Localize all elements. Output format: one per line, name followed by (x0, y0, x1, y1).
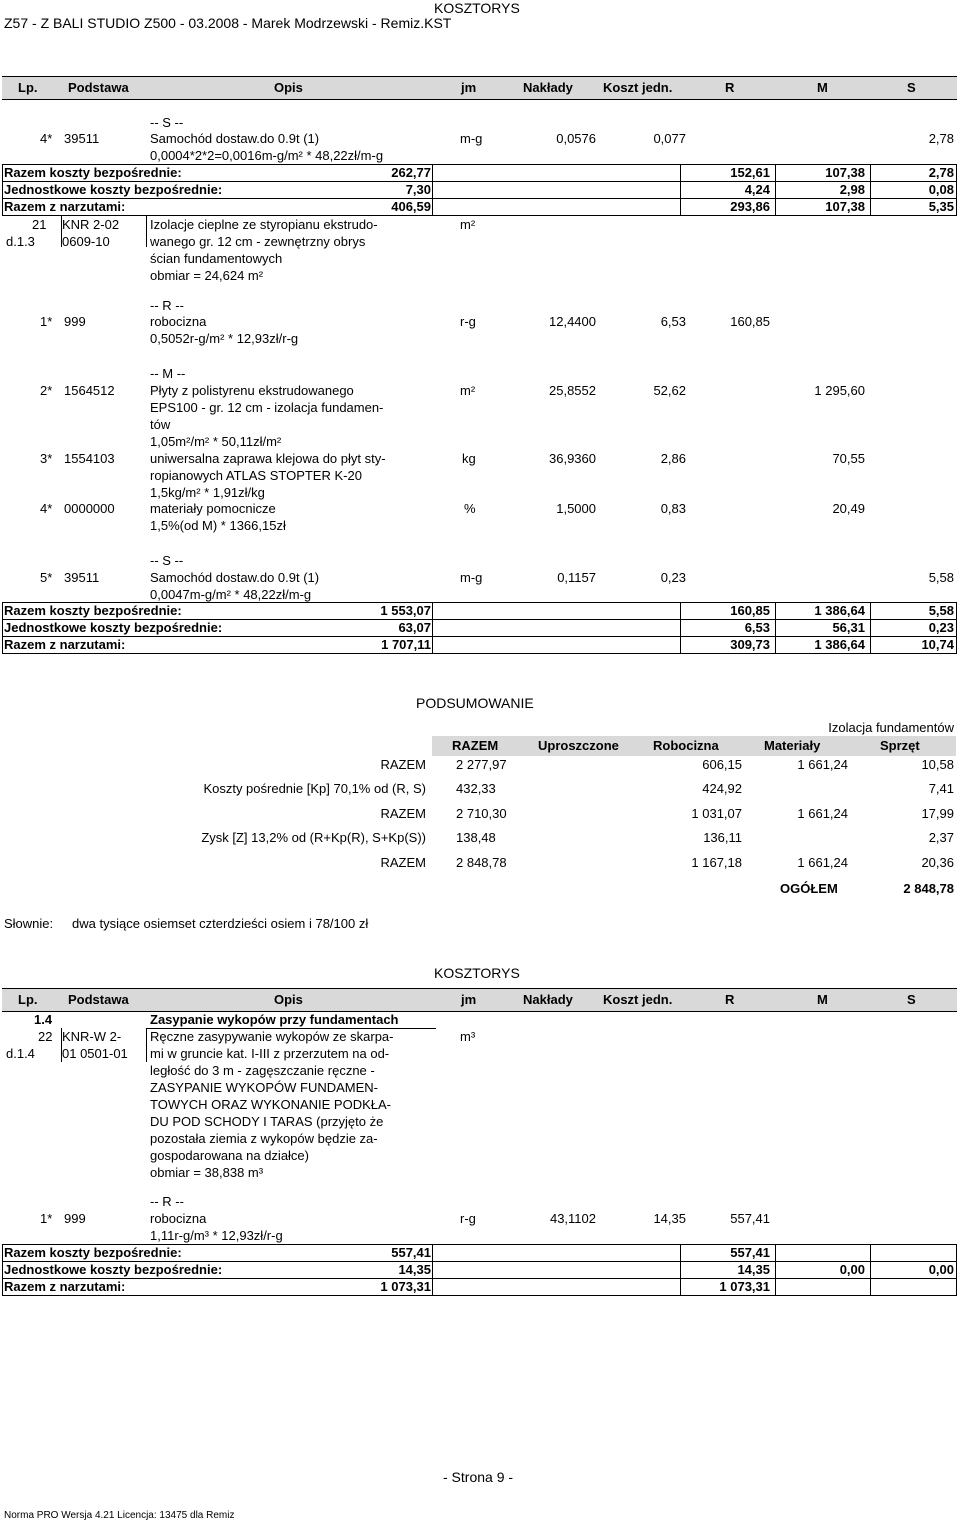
razem-label: Razem koszty bezpośrednie: (4, 165, 182, 180)
razem-r: 160,85 (730, 603, 770, 618)
pos-formula: 1,11r-g/m³ * 12,93zł/r-g (150, 1228, 283, 1243)
license-footer: Norma PRO Wersja 4.21 Licencja: 13475 dla Remiz (4, 1510, 235, 1521)
slownie-value: dwa tysiące osiemset czterdzieści osiem i 78/100 zł (72, 916, 369, 931)
pos-lp: 2* (40, 383, 53, 398)
item-podstawa-code: 01 0501-01 (62, 1046, 128, 1061)
summary-row-sprzet: 10,58 (921, 757, 954, 772)
narz-label: Razem z narzutami: (4, 1279, 126, 1294)
col-podstawa: Podstawa (68, 992, 129, 1007)
sum-col-materialy: Materiały (764, 738, 821, 753)
summary-row-robocizna: 424,92 (702, 781, 742, 796)
narz-label: Razem z narzutami: (4, 637, 126, 652)
pos-r: 557,41 (730, 1211, 770, 1226)
narz-r: 293,86 (730, 199, 770, 214)
jedn-value: 63,07 (398, 620, 431, 635)
col-podstawa: Podstawa (68, 80, 129, 95)
pos-koszt: 0,077 (653, 131, 686, 146)
narz-value: 1 707,11 (381, 637, 431, 652)
jedn-m: 0,00 (839, 1262, 865, 1277)
pos-naklady: 36,9360 (549, 451, 596, 466)
pos-s: 2,78 (928, 131, 954, 146)
summary-section: Izolacja fundamentów (828, 720, 954, 735)
pos-desc: Płyty z polistyrenu ekstrudowanego (150, 383, 354, 398)
pos-jm: r-g (460, 1211, 476, 1226)
page-number: - Strona 9 - (443, 1469, 514, 1485)
pos-code: 1554103 (64, 451, 115, 466)
col-naklady: Nakłady (523, 80, 573, 95)
col-r: R (725, 80, 735, 95)
narz-r: 309,73 (730, 637, 770, 652)
pos-code: 0000000 (64, 501, 115, 516)
pos-lp: 5* (40, 570, 53, 585)
summary-row-robocizna: 1 167,18 (691, 855, 742, 870)
summary-row-materialy: 1 661,24 (797, 806, 848, 821)
pos-code: 999 (64, 1211, 86, 1226)
summary-row-sprzet: 7,41 (928, 781, 954, 796)
pos-naklady: 1,5000 (556, 501, 596, 516)
razem-value: 557,41 (391, 1245, 431, 1260)
summary-row-label: RAZEM (380, 855, 426, 870)
narz-m: 107,38 (825, 199, 865, 214)
item-desc-line: gospodarowana na działce) (150, 1148, 309, 1163)
item-lp: 21 (32, 217, 47, 232)
col-r: R (725, 992, 735, 1007)
pos-jm: m² (460, 383, 476, 398)
narz-value: 406,59 (391, 199, 431, 214)
pos-jm: m-g (460, 131, 483, 146)
item-obmiar: obmiar = 38,838 m³ (150, 1165, 264, 1180)
summary-row-label: RAZEM (380, 757, 426, 772)
pos-naklady: 12,4400 (549, 314, 596, 329)
pos-code: 1564512 (64, 383, 115, 398)
col-jm: jm (461, 992, 477, 1007)
jedn-label: Jednostkowe koszty bezpośrednie: (4, 1262, 223, 1277)
razem-label: Razem koszty bezpośrednie: (4, 603, 182, 618)
item-chapter: d.1.4 (6, 1046, 35, 1061)
pos-desc: EPS100 - gr. 12 cm - izolacja fundamen- (150, 400, 384, 415)
sum-col-sprzet: Sprzęt (880, 738, 920, 753)
section-label-m: -- M -- (150, 366, 186, 381)
pos-desc: Samochód dostaw.do 0.9t (1) (150, 131, 320, 146)
pos-m: 1 295,60 (814, 383, 865, 398)
pos-m: 70,55 (832, 451, 865, 466)
narz-m: 1 386,64 (814, 637, 865, 652)
summary-row-label: Koszty pośrednie [Kp] 70,1% od (R, S) (203, 781, 426, 796)
summary-row-sprzet: 17,99 (921, 806, 954, 821)
pos-formula: 1,05m²/m² * 50,11zł/m² (150, 434, 282, 449)
pos-naklady: 0,0576 (556, 131, 596, 146)
item-chapter: d.1.3 (6, 234, 35, 249)
summary-row-razem: 138,48 (456, 830, 496, 845)
pos-code: 39511 (64, 131, 100, 146)
col-m: M (817, 80, 828, 95)
pos-s: 5,58 (928, 570, 954, 585)
sum-col-uproszczone: Uproszczone (538, 738, 619, 753)
col-opis: Opis (274, 992, 303, 1007)
pos-desc: robocizna (150, 1211, 207, 1226)
item-desc-line: pozostała ziemia z wykopów będzie za- (150, 1131, 378, 1146)
item-desc-line: DU POD SCHODY I TARAS (przyjęto że (150, 1114, 384, 1129)
narz-label: Razem z narzutami: (4, 199, 126, 214)
jedn-r: 4,24 (744, 182, 770, 197)
summary-row-razem: 432,33 (456, 781, 496, 796)
section-label-s: -- S -- (150, 553, 184, 568)
jedn-r: 14,35 (737, 1262, 770, 1277)
col-s: S (907, 992, 916, 1007)
jedn-m: 56,31 (832, 620, 865, 635)
razem-r: 557,41 (730, 1245, 770, 1260)
pos-jm: kg (462, 451, 476, 466)
jedn-r: 6,53 (744, 620, 770, 635)
pos-koszt: 14,35 (653, 1211, 686, 1226)
pos-formula: 0,0004*2*2=0,0016m-g/m² * 48,22zł/m-g (150, 148, 384, 163)
section-label-r: -- R -- (150, 1194, 184, 1209)
item-jm: m² (460, 217, 476, 232)
jedn-s: 0,00 (928, 1262, 954, 1277)
pos-formula: 1,5kg/m² * 1,91zł/kg (150, 485, 265, 500)
document-title: KOSZTORYS (434, 0, 520, 16)
summary-row-sprzet: 2,37 (928, 830, 954, 845)
col-lp: Lp. (18, 80, 38, 95)
slownie-label: Słownie: (4, 916, 54, 931)
pos-r: 160,85 (730, 314, 770, 329)
pos-code: 999 (64, 314, 86, 329)
column-header-bar (2, 76, 957, 100)
pos-naklady: 25,8552 (549, 383, 596, 398)
pos-formula: 0,0047m-g/m² * 48,22zł/m-g (150, 587, 312, 602)
sum-col-razem: RAZEM (452, 738, 499, 753)
col-koszt: Koszt jedn. (603, 992, 673, 1007)
item-desc-line: TOWYCH ORAZ WYKONANIE PODKŁA- (150, 1097, 392, 1112)
razem-label: Razem koszty bezpośrednie: (4, 1245, 182, 1260)
col-jm: jm (461, 80, 477, 95)
narz-value: 1 073,31 (380, 1279, 431, 1294)
summary-row-razem: 2 710,30 (456, 806, 507, 821)
jedn-m: 2,98 (839, 182, 865, 197)
razem-value: 1 553,07 (380, 603, 431, 618)
summary-row-razem: 2 848,78 (456, 855, 507, 870)
pos-koszt: 0,83 (660, 501, 686, 516)
section-label-r: -- R -- (150, 298, 184, 313)
pos-desc: Samochód dostaw.do 0.9t (1) (150, 570, 320, 585)
item-desc-line: Ręczne zasypywanie wykopów ze skarpa- (150, 1029, 394, 1044)
col-koszt: Koszt jedn. (603, 80, 673, 95)
pos-lp: 3* (40, 451, 53, 466)
pos-m: 20,49 (832, 501, 865, 516)
item-obmiar: obmiar = 24,624 m² (150, 268, 264, 283)
pos-jm: m-g (460, 570, 483, 585)
razem-m: 107,38 (825, 165, 865, 180)
col-s: S (907, 80, 916, 95)
summary-title: PODSUMOWANIE (416, 695, 534, 711)
col-m: M (817, 992, 828, 1007)
jedn-s: 0,08 (928, 182, 954, 197)
jedn-value: 14,35 (398, 1262, 431, 1277)
pos-code: 39511 (64, 570, 100, 585)
ogolem-value: 2 848,78 (903, 881, 954, 896)
ogolem-label: OGÓŁEM (780, 881, 838, 896)
pos-koszt: 52,62 (653, 383, 686, 398)
item-podstawa: KNR 2-02 (62, 217, 120, 232)
pos-formula: 0,5052r-g/m² * 12,93zł/r-g (150, 331, 299, 346)
narz-s: 5,35 (928, 199, 954, 214)
kosztorys-title: KOSZTORYS (434, 965, 520, 981)
razem-r: 152,61 (730, 165, 770, 180)
pos-naklady: 43,1102 (549, 1211, 596, 1226)
pos-koszt: 2,86 (660, 451, 686, 466)
column-header-bar (2, 988, 957, 1012)
pos-jm: r-g (460, 314, 476, 329)
item-desc-line: wanego gr. 12 cm - zewnętrzny obrys (150, 234, 366, 249)
col-opis: Opis (274, 80, 303, 95)
jedn-s: 0,23 (928, 620, 954, 635)
summary-row-materialy: 1 661,24 (797, 757, 848, 772)
pos-desc: tów (150, 417, 171, 432)
summary-row-robocizna: 1 031,07 (691, 806, 742, 821)
summary-header (432, 736, 956, 756)
pos-desc: materiały pomocnicze (150, 501, 276, 516)
summary-row-razem: 2 277,97 (456, 757, 507, 772)
chapter-title: Zasypanie wykopów przy fundamentach (150, 1012, 399, 1027)
col-lp: Lp. (18, 992, 38, 1007)
pos-desc: ropianowych ATLAS STOPTER K-20 (150, 468, 362, 483)
summary-row-label: RAZEM (380, 806, 426, 821)
jedn-value: 7,30 (405, 182, 431, 197)
razem-m: 1 386,64 (814, 603, 865, 618)
col-naklady: Nakłady (523, 992, 573, 1007)
item-lp: 22 (38, 1029, 53, 1044)
pos-koszt: 0,23 (660, 570, 686, 585)
narz-s: 10,74 (921, 637, 954, 652)
pos-desc: robocizna (150, 314, 207, 329)
razem-s: 5,58 (928, 603, 954, 618)
razem-s: 2,78 (928, 165, 954, 180)
summary-row-label: Zysk [Z] 13,2% od (R+Kp(R), S+Kp(S)) (201, 830, 426, 845)
razem-value: 262,77 (391, 165, 431, 180)
section-label-s: -- S -- (150, 115, 184, 130)
summary-row-sprzet: 20,36 (921, 855, 954, 870)
narz-r: 1 073,31 (719, 1279, 770, 1294)
item-desc-line: ścian fundamentowych (150, 251, 283, 266)
item-desc-line: ZASYPANIE WYKOPÓW FUNDAMEN- (150, 1080, 378, 1095)
summary-row-robocizna: 136,11 (703, 830, 742, 845)
item-podstawa-code: 0609-10 (62, 234, 110, 249)
document-subtitle: Z57 - Z BALI STUDIO Z500 - 03.2008 - Marek Modrzewski - Remiz.KST (4, 15, 452, 31)
pos-jm: % (464, 501, 476, 516)
pos-naklady: 0,1157 (557, 570, 596, 585)
item-desc-line: mi w gruncie kat. I-III z przerzutem na od- (150, 1046, 390, 1061)
summary-row-materialy: 1 661,24 (797, 855, 848, 870)
item-desc-line: ległość do 3 m - zagęszczanie ręczne - (150, 1063, 375, 1078)
pos-lp: 1* (40, 1211, 53, 1226)
pos-koszt: 6,53 (660, 314, 686, 329)
pos-lp: 4* (40, 501, 53, 516)
item-desc-line: Izolacje cieplne ze styropianu ekstrudo- (150, 217, 378, 232)
pos-lp: 4* (40, 131, 53, 146)
pos-lp: 1* (40, 314, 53, 329)
sum-col-robocizna: Robocizna (653, 738, 719, 753)
jedn-label: Jednostkowe koszty bezpośrednie: (4, 620, 223, 635)
pos-desc: uniwersalna zaprawa klejowa do płyt sty- (150, 451, 386, 466)
item-jm: m³ (460, 1029, 476, 1044)
jedn-label: Jednostkowe koszty bezpośrednie: (4, 182, 223, 197)
item-podstawa: KNR-W 2- (62, 1029, 122, 1044)
pos-formula: 1,5%(od M) * 1366,15zł (150, 518, 286, 533)
summary-row-robocizna: 606,15 (702, 757, 742, 772)
chapter-lp: 1.4 (34, 1012, 53, 1027)
